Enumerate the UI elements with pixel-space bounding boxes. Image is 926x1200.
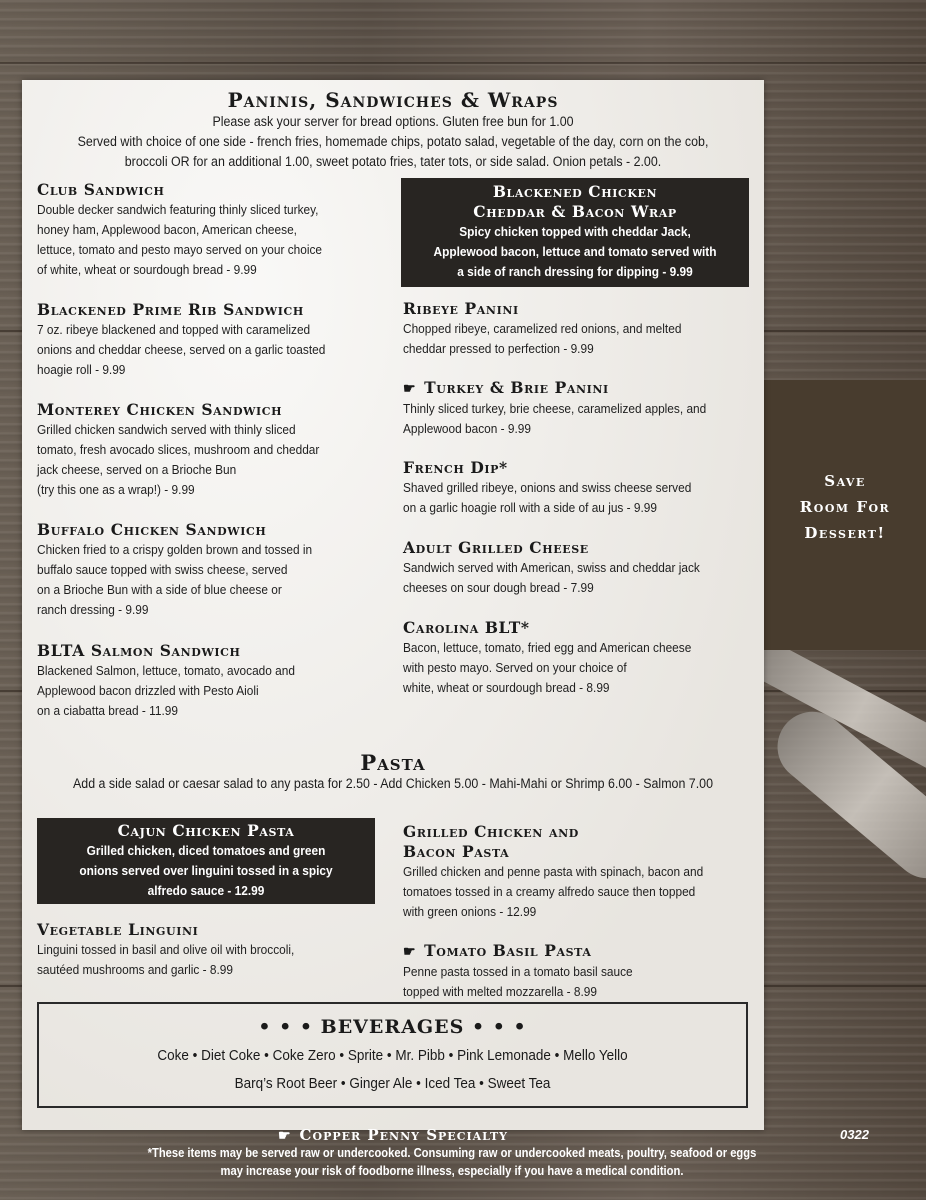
item-name: Turkey & Brie Panini (424, 378, 609, 397)
sandwiches-note: Served with choice of one side - french fries, homemade chips, potato salad, vegetable of the day, corn on the cob, (77, 134, 709, 149)
disclaimer-line: *These items may be served raw or undercooked. Consuming raw or undercooked meats, poultry, seafood or eggs (147, 1145, 757, 1160)
pointing-hand-icon: ☛ (403, 944, 417, 960)
wood-grain (0, 62, 926, 64)
menu-item (37, 300, 382, 380)
item-name: Adult Grilled Cheese (403, 538, 589, 557)
section-title-sandwiches: Paninis, Sandwiches & Wraps (227, 88, 559, 112)
item-description: Spicy chicken topped with cheddar Jack, Applewood bacon, lettuce and tomato served with a side of ranch dressing for dipping - 9.99 (433, 224, 717, 279)
item-name: Cheddar & Bacon Wrap (473, 202, 677, 221)
item-description: Chopped ribeye, caramelized red onions, and melted cheddar pressed to perfection - 9.99 (403, 321, 682, 356)
item-description: Grilled chicken and penne pasta with spinach, bacon and tomatoes tossed in a creamy alfredo sauce then topped with green onions - 12.99 (403, 864, 704, 919)
menu-item (37, 520, 382, 620)
footer-disclaimer (82, 1144, 822, 1180)
menu-item (403, 822, 748, 922)
item-name: French Dip* (403, 458, 508, 477)
item-description: Bacon, lettuce, tomato, fried egg and American cheese with pesto mayo. Served on your choice of white, wheat or sourdough bread - 8.99 (403, 640, 692, 695)
dessert-line: Dessert! (804, 524, 886, 542)
specialty-legend (22, 1126, 764, 1144)
beverages-list: Barq’s Root Beer • Ginger Ale • Iced Tea • Sweet Tea (234, 1075, 551, 1092)
featured-item-box (401, 178, 749, 287)
item-name: Ribeye Panini (403, 299, 519, 318)
menu-item (37, 400, 382, 500)
pointing-hand-icon: ☛ (403, 381, 417, 397)
pointing-hand-icon: ☛ (277, 1128, 292, 1144)
item-name: Vegetable Linguini (37, 920, 199, 939)
section-title-pasta: Pasta (360, 750, 426, 775)
item-description: 7 oz. ribeye blackened and topped with caramelized onions and cheddar cheese, served on a garlic toasted hoagie roll - 9.99 (37, 322, 326, 377)
item-name: Bacon Pasta (403, 842, 510, 861)
menu-item (403, 458, 748, 518)
item-description: Penne pasta tossed in a tomato basil sauce topped with melted mozzarella - 8.99 (403, 964, 633, 999)
menu-item (37, 641, 382, 721)
item-name: Grilled Chicken and (403, 822, 579, 841)
item-name: Monterey Chicken Sandwich (37, 400, 283, 419)
item-description: Double decker sandwich featuring thinly sliced turkey, honey ham, Applewood bacon, American cheese, lettuce, tomato and pesto mayo served on your choice of white, wheat or sourdough bread - 9.99 (37, 202, 323, 277)
dessert-text (764, 468, 926, 546)
sandwiches-note: Please ask your server for bread options. Gluten free bun for 1.00 (212, 114, 574, 129)
sandwiches-note: broccoli OR for an additional 1.00, sweet potato fries, tater tots, or side salad. Onion petals - 2.00. (124, 154, 662, 169)
menu-item (403, 618, 748, 698)
featured-item-box (37, 818, 375, 904)
menu-item (37, 180, 382, 280)
item-name: Blackened Prime Rib Sandwich (37, 300, 304, 319)
disclaimer-line: may increase your risk of foodborne illness, especially if you have a medical condition. (220, 1163, 684, 1178)
menu-item (403, 378, 748, 439)
menu-item (403, 299, 748, 359)
item-description: Sandwich served with American, swiss and cheddar jack cheeses on sour dough bread - 7.99 (403, 560, 700, 595)
item-description: Shaved grilled ribeye, onions and swiss cheese served on a garlic hoagie roll with a side of au jus - 9.99 (403, 480, 692, 515)
specialty-label: Copper Penny Specialty (299, 1126, 509, 1144)
dessert-line: Room For (799, 498, 891, 516)
beverages-box (37, 1002, 748, 1108)
item-name: Club Sandwich (37, 180, 165, 199)
item-description: Grilled chicken, diced tomatoes and green onions served over linguini tossed in a spicy alfredo sauce - 12.99 (79, 843, 333, 898)
item-name: Carolina BLT* (403, 618, 530, 637)
item-name: Blackened Chicken (492, 182, 658, 201)
item-description: Grilled chicken sandwich served with thinly sliced tomato, fresh avocado slices, mushroom and cheddar jack cheese, served on a Brioche Bun (try this one as a wrap!) - 9.99 (37, 422, 320, 497)
item-name: Cajun Chicken Pasta (117, 821, 295, 840)
menu-code: 0322 (840, 1127, 869, 1142)
item-description: Linguini tossed in basil and olive oil with broccoli, sautéed mushrooms and garlic - 8.99 (37, 942, 295, 977)
item-name: Tomato Basil Pasta (424, 941, 592, 960)
beverages-title: • • • BEVERAGES • • • (258, 1016, 527, 1038)
item-name: Buffalo Chicken Sandwich (37, 520, 267, 539)
beverages-list: Coke • Diet Coke • Coke Zero • Sprite • Mr. Pibb • Pink Lemonade • Mello Yello (157, 1047, 628, 1064)
dessert-panel (764, 380, 926, 650)
menu-item (403, 538, 748, 598)
menu-item (403, 941, 748, 1002)
item-name: BLTA Salmon Sandwich (37, 641, 241, 660)
item-description: Thinly sliced turkey, brie cheese, caramelized apples, and Applewood bacon - 9.99 (403, 401, 707, 436)
item-description: Blackened Salmon, lettuce, tomato, avocado and Applewood bacon drizzled with Pesto Aioli on a ciabatta bread - 11.99 (37, 663, 295, 718)
pasta-note: Add a side salad or caesar salad to any pasta for 2.50 - Add Chicken 5.00 - Mahi-Mahi or Shrimp 6.00 - Salmon 7.00 (72, 776, 713, 791)
item-description: Chicken fried to a crispy golden brown and tossed in buffalo sauce topped with swiss cheese, served on a Brioche Bun with a side of blue cheese or ranch dressing - 9.99 (37, 542, 313, 617)
menu-item (37, 920, 382, 980)
dessert-line: Save (824, 472, 866, 490)
